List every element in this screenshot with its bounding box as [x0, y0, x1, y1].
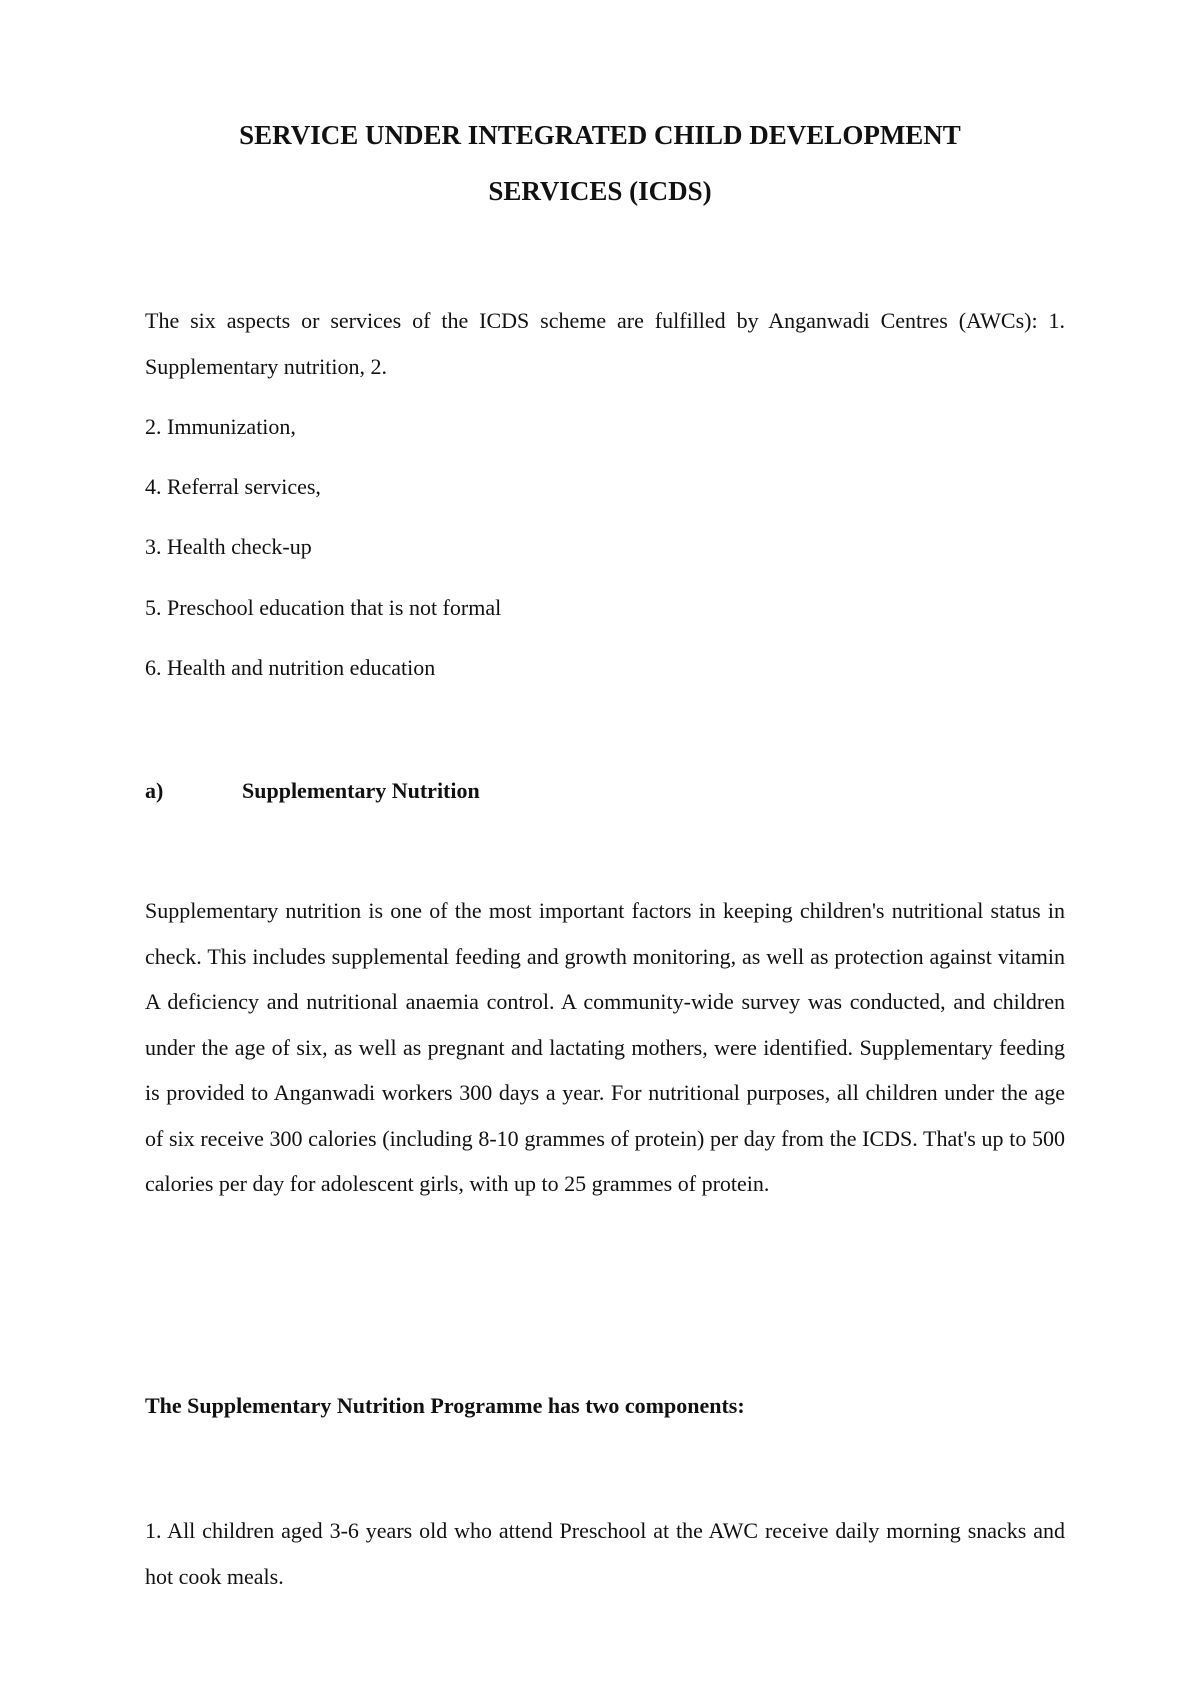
service-item-health-checkup: 3. Health check-up	[145, 534, 312, 559]
page-title	[140, 107, 1060, 219]
service-item-health-education: 6. Health and nutrition education	[145, 655, 436, 680]
component-1-paragraph: 1. All children aged 3-6 years old who attend Preschool at the AWC receive daily morning snacks and hot cook meals.	[145, 1518, 1065, 1589]
section-heading-supplementary-nutrition	[145, 776, 480, 806]
supplementary-nutrition-paragraph: Supplementary nutrition is one of the most important factors in keeping children's nutritional status in check. This includes supplemental feeding and growth monitoring, as well as protection against vitamin A deficiency and nutritional anaemia control. A community-wide survey was conducted, and children under the age of six, as well as pregnant and lactating mothers, were identified. Supplementary feeding is provided to Anganwadi workers 300 days a year. For nutritional purposes, all children under the age of six receive 300 calories (including 8-10 grammes of protein) per day from the ICDS. That's up to 500 calories per day for adolescent girls, with up to 25 grammes of protein.	[145, 898, 1065, 1196]
page-title-line-2: SERVICES (ICDS)	[488, 176, 712, 206]
service-item-referral: 4. Referral services,	[145, 474, 321, 499]
section-marker: a)	[145, 778, 164, 803]
intro-paragraph: The six aspects or services of the ICDS scheme are fulfilled by Anganwadi Centres (AWCs): 1. Supplementary nutrition, 2.	[145, 308, 1065, 379]
components-heading: The Supplementary Nutrition Programme has two components:	[145, 1393, 745, 1418]
service-item-immunization: 2. Immunization,	[145, 414, 296, 439]
service-item-preschool: 5. Preschool education that is not formal	[145, 595, 502, 620]
section-heading-text: Supplementary Nutrition	[242, 778, 480, 803]
page-title-line-1: SERVICE UNDER INTEGRATED CHILD DEVELOPMENT	[239, 120, 961, 150]
